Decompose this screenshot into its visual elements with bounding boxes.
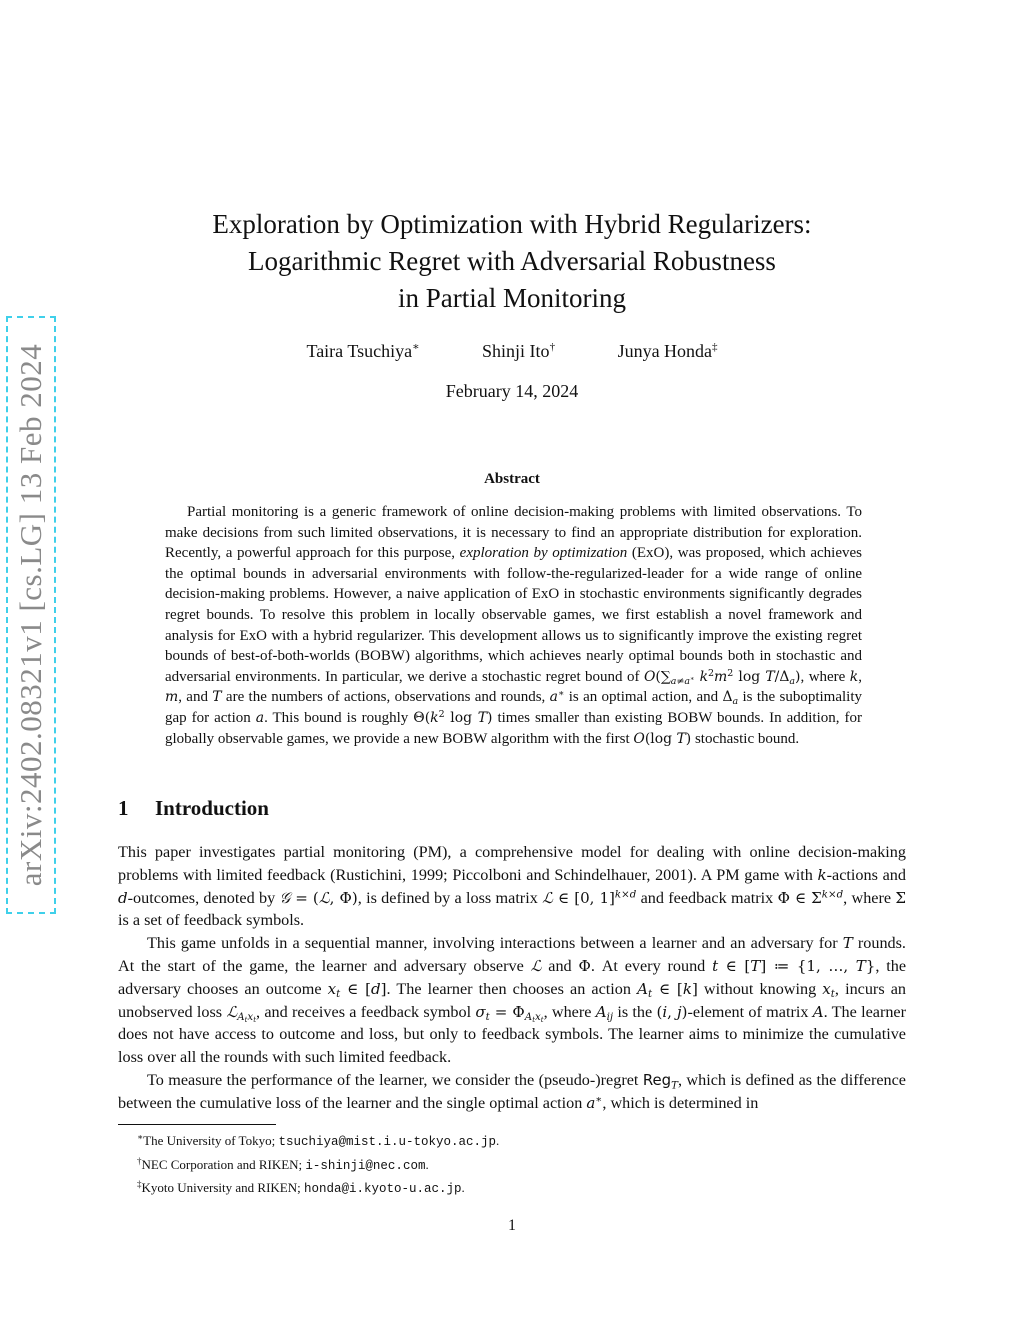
footnote-mark: ‡ — [137, 1179, 142, 1189]
title-line: Exploration by Optimization with Hybrid Regularizers: — [212, 209, 812, 239]
title-line: in Partial Monitoring — [398, 283, 626, 313]
author-name: Shinji Ito — [482, 341, 550, 361]
footnotes — [137, 1128, 499, 1199]
footnote: †NEC Corporation and RIKEN; i-shinji@nec.com. — [137, 1155, 429, 1173]
paragraph: To measure the performance of the learner, we consider the (pseudo-)regret Reg$_T$, which is defined as the difference between the cumulative loss of the learner and the single optimal action a∗, which is determined in — [118, 1070, 906, 1112]
author — [306, 340, 419, 362]
math-bound: O — [643, 668, 656, 685]
publication-date: February 14, 2024 — [445, 381, 579, 401]
footnote: ∗The University of Tokyo; tsuchiya@mist.i.u-tokyo.ac.jp. — [137, 1132, 500, 1149]
email-address: tsuchiya@mist.i.u-tokyo.ac.jp — [278, 1135, 497, 1149]
arxiv-stamp — [6, 316, 56, 914]
abstract-heading: Abstract — [484, 471, 540, 487]
footnote-mark: † — [137, 1155, 142, 1166]
footnote: ‡Kyoto University and RIKEN; honda@i.kyoto-u.ac.jp. — [137, 1179, 465, 1196]
title-line: Logarithmic Regret with Adversarial Robustness — [248, 246, 776, 276]
footnote-mark: ∗ — [137, 1132, 144, 1142]
author-list — [0, 340, 1024, 362]
page-number: 1 — [508, 1217, 516, 1234]
email-address: i-shinji@nec.com — [305, 1158, 426, 1173]
author-name: Junya Honda — [617, 341, 713, 361]
introduction-body — [118, 841, 906, 1115]
author — [482, 341, 555, 362]
paragraph: This paper investigates partial monitoring (PM), a comprehensive model for dealing with online decision-making problems with limited feedback (Rustichini, 1999; Piccolboni and Schindelhauer, 2001). A PM game with k-actions and d-outcomes, denoted by 𝒢 = (ℒ, Φ), is defined by a loss matrix ℒ ∈ [0, 1]$^{k\times d}$ and feedback matrix Φ ∈ $\Sigma^{k\times d}$, where Σ is a set of feedback symbols. — [118, 843, 907, 930]
arxiv-identifier: arXiv:2402.08321v1 [cs.LG] 13 Feb 2024 — [13, 343, 48, 887]
section-heading — [118, 796, 269, 821]
author-name: Taira Tsuchiya — [306, 341, 413, 361]
author-footnote-mark: † — [549, 341, 556, 353]
emphasis: exploration by optimization — [459, 545, 628, 562]
paragraph: This game unfolds in a sequential manner, involving interactions between a learner and an adversary for T rounds. At the start of the game, the learner and adversary observe ℒ and Φ. At every round t ∈ [T] ≔ {1, …, T}, the adversary chooses an outcome $x_t$ ∈ [d]. The learner then chooses an action $A_t$ ∈ [k] without knowing $x_t$, incurs an unobserved loss ℒ$_{A_tx_t}$, and receives a feedback symbol $\sigma_t = \Phi_{A_tx_t}$, where $A_{ij}$ is the (i, j)-element of matrix A. The learner does not have access to outcome and loss, but only to feedback symbols. The learner aims to minimize the cumulative loss over all the rounds with such limited feedback. — [118, 934, 907, 1067]
abstract-text: Partial monitoring is a generic framework of online decision-making problems with limited observations. To make decisions from such limited observations, it is necessary to find an appropriate distribution for exploration. Recently, a powerful approach for this purpose, exploration by optimization (ExO), was proposed, which achieves the optimal bounds in adversarial environments with follow-the-regularized-leader for a wide range of online decision-making problems. However, a naive application of ExO in stochastic environments significantly degrades regret bounds. To resolve this problem in locally observable games, we first establish a novel framework and analysis for ExO with a hybrid regularizer. This development allows us to significantly improve the existing regret bounds of best-of-both-worlds (BOBW) algorithms, which achieves nearly optimal bounds both in stochastic and adversarial environments. In particular, we derive a stochastic regret bound of $O(\sum_{a\ne a^∗}$ $k^2m^2$ $\log T/\Delta_a$), where k, m, and T are the numbers of actions, observations and rounds, a∗ is an optimal action, and $\Delta_a$ is the suboptimality gap for action a. This bound is roughly $\Theta(k^2$ log T) times smaller than existing BOBW bounds. In addition, for globally observable games, we provide a new BOBW algorithm with the first O(log T) stochastic bound. — [165, 504, 862, 747]
email-address: honda@i.kyoto-u.ac.jp — [303, 1182, 462, 1196]
section-title: Introduction — [155, 796, 269, 820]
author — [618, 341, 718, 362]
section-number: 1 — [118, 796, 129, 820]
footnote-rule — [118, 1124, 276, 1125]
author-footnote-mark: ‡ — [712, 341, 718, 353]
paper-title — [0, 206, 1024, 317]
author-footnote-mark: ∗ — [412, 341, 420, 353]
